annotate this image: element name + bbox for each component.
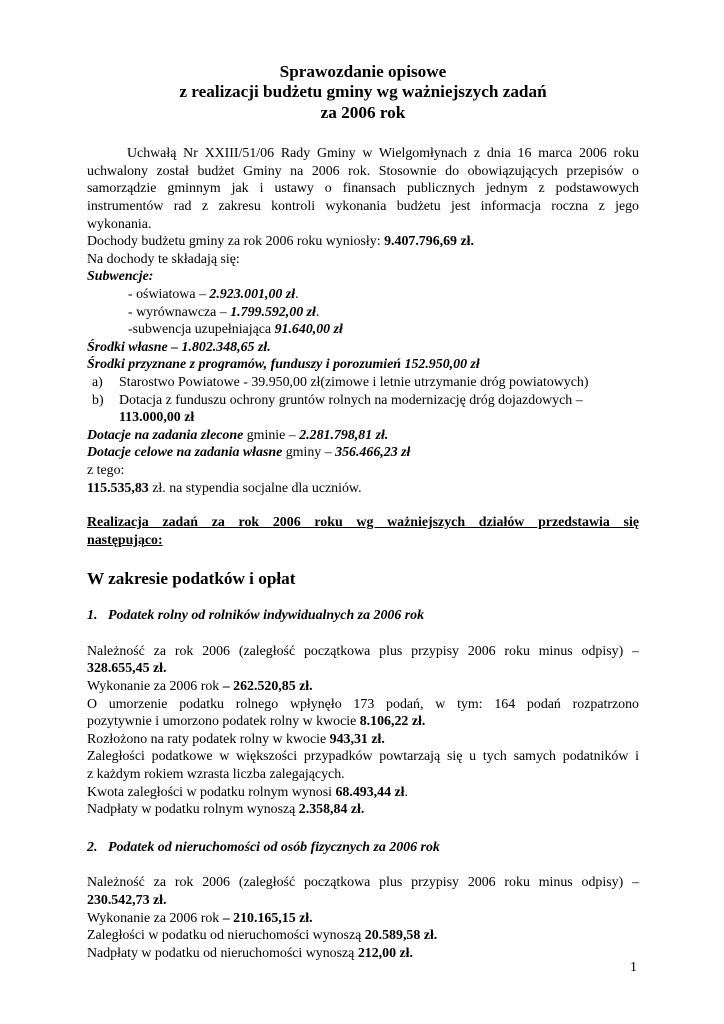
srodki-wlasne: Środki własne – 1.802.348,65 zł. [87, 339, 271, 355]
income-consists: Na dochody te składają się: [87, 251, 240, 267]
document-page [87, 62, 639, 962]
section-heading: W zakresie podatków i opłat [87, 569, 296, 589]
subwencja-item: - oświatowa – 2.923.001,00 zł. [128, 286, 299, 302]
funds-list [87, 374, 639, 427]
s1-wykonanie: Wykonanie za 2006 rok – 262.520,85 zł. [87, 679, 313, 695]
s1-raty: Rozłożono na raty podatek rolny w kwocie 943,31 zł. [87, 731, 385, 747]
list-item: b) Dotacja z funduszu ochrony gruntów rolnych na modernizację dróg dojazdowych – 113.000,00 zł [92, 392, 583, 426]
title-line-1: Sprawozdanie opisowe [279, 62, 447, 81]
dotacje-celowe: Dotacje celowe na zadania własne gminy – 356.466,23 zł [87, 445, 411, 461]
s1-naleznosc-value: 328.655,45 zł. [87, 661, 167, 677]
subsection-title: 1. Podatek rolny od rolników indywidualnych za 2006 rok [87, 608, 425, 624]
s2-wykonanie: Wykonanie za 2006 rok – 210.165,15 zł. [87, 910, 313, 926]
intro-paragraph [87, 145, 639, 233]
s2-naleznosc-value: 230.542,73 zł. [87, 893, 167, 908]
page-number: 1 [630, 960, 637, 975]
subwencja-item: -subwencja uzupełniająca 91.640,00 zł [128, 322, 343, 338]
title-line-3: za 2006 rok [320, 102, 406, 122]
s2-zaleglosci: Zaległości w podatku od nieruchomości wynoszą 20.589,58 zł. [87, 928, 438, 944]
dotacje-zlecone: Dotacje na zadania zlecone gminie – 2.281.798,81 zł. [87, 427, 389, 443]
intro-line: wykonania. [87, 216, 152, 232]
list-item: a) Starostwo Powiatowe - 39.950,00 zł(zimowe i letnie utrzymanie dróg powiatowych) [92, 374, 589, 390]
s2-naleznosc: Należność za rok 2006 (zaległość początkowa plus przypisy 2006 roku minus odpisy) – [87, 875, 639, 891]
intro-line: instrumentów rad z zakresu kontroli wykonania budżetu jest informacja roczna z jego [87, 199, 639, 214]
s1-kwota: Kwota zaległości w podatku rolnym wynosi 68.493,44 zł. [87, 784, 408, 800]
s1-zaleglosci-2: z każdym rokiem wzrasta liczba zalegających. [87, 767, 345, 783]
subwencje-heading: Subwencje: [87, 269, 154, 285]
s1-naleznosc: Należność za rok 2006 (zaległość początkowa plus przypisy 2006 roku minus odpisy) – [87, 643, 639, 659]
subwencja-item: - wyrównawcza – 1.799.592,00 zł. [128, 304, 320, 320]
s1-umorzenie: O umorzenie podatku rolnego wpłynęło 173 podań, w tym: 164 podań rozpatrzono [87, 696, 639, 712]
subsection-title: 2. Podatek od nieruchomości od osób fizycznych za 2006 rok [87, 839, 440, 855]
stypendia: 115.535,83 zł. na stypendia socjalne dla uczniów. [87, 480, 362, 496]
intro-line: samorządzie gminnym jak i ustawy o finansach publicznych jednym z podstawowych [87, 181, 639, 197]
intro-line: Uchwałą Nr XXIII/51/06 Rady Gminy w Wielgomłynach z dnia 16 marca 2006 roku [127, 146, 639, 162]
intro-line: uchwalony został budżet Gminy na 2006 rok. Stosownie do obowiązujących przepisów o [87, 163, 639, 179]
srodki-przyznane: Środki przyznane z programów, funduszy i porozumień 152.950,00 zł [87, 357, 480, 373]
s1-nadplaty: Nadpłaty w podatku rolnym wynoszą 2.358,84 zł. [87, 802, 365, 818]
s2-nadplaty: Nadpłaty w podatku od nieruchomości wynoszą 212,00 zł. [87, 945, 413, 961]
title-line-2: z realizacji budżetu gminy wg ważniejszych zadań [179, 82, 547, 102]
income-total-value: 9.407.796,69 zł. [384, 234, 474, 250]
z-tego-label: z tego: [87, 462, 125, 478]
s1-umorzenie-2: pozytywnie i umorzono podatek rolny w kwocie 8.106,22 zł. [87, 714, 426, 730]
s1-zaleglosci: Zaległości podatkowe w większości przypadków powtarzają się u tych samych podatników i [87, 749, 639, 765]
document-title [87, 62, 639, 123]
realizacja-heading: Realizacja zadań za rok 2006 roku wg ważniejszych działów przedstawia się następująco: [87, 515, 639, 548]
list-marker: b) [92, 392, 104, 408]
list-marker: a) [92, 374, 103, 390]
income-total: Dochody budżetu gminy za rok 2006 roku wyniosły: 9.407.796,69 zł. [87, 234, 474, 250]
